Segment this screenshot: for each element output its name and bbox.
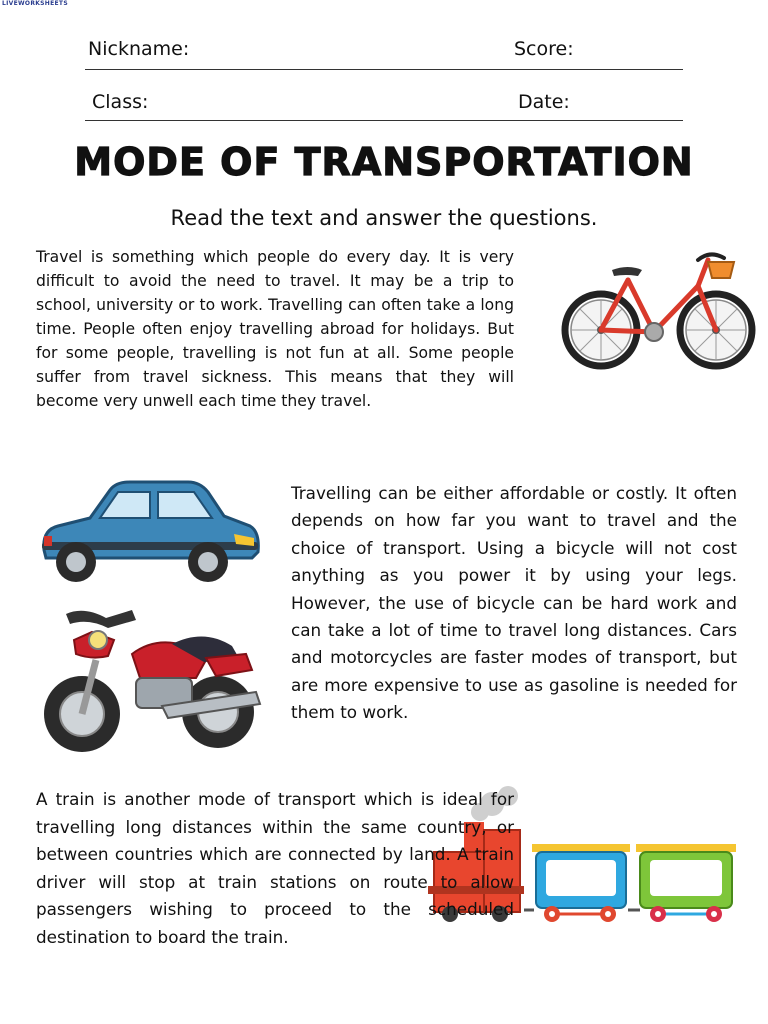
car-wheel-front [188, 542, 228, 582]
page-subtitle: Read the text and answer the questions. [170, 206, 598, 230]
nickname-label: Nickname: [88, 38, 190, 60]
page-title: MODE OF TRANSPORTATION [74, 140, 694, 184]
car-wheel-rear [56, 542, 96, 582]
date-label: Date: [518, 91, 570, 113]
header-line-bottom [85, 120, 683, 121]
motorcycle-headlight [89, 631, 107, 649]
paragraph-travel: Travel is something which people do every day. It is very difficult to avoid the need to travel. It may be a trip to school, university or to work. Travelling can often take a long time. People often enjoy travelling abroad for holidays. But for some people, travelling is not fun at all. Some people suffer from travel sickness. This means that they will become very unwell each time they travel. [36, 248, 514, 410]
header-line-top [85, 69, 683, 70]
car-illustration [38, 478, 262, 586]
motorcycle-illustration [36, 600, 268, 756]
brand-logo: LIVEWORKSHEETS [2, 0, 68, 7]
motorcycle-handlebar [66, 610, 136, 628]
class-label: Class: [92, 91, 149, 113]
score-label: Score: [514, 38, 574, 60]
bicycle-basket [708, 262, 734, 278]
bicycle-seat [612, 267, 642, 276]
paragraph-train: A train is another mode of transport which is ideal for travelling long distances within the same country, or between countries which are connected by land. A train driver will stop at train stations on route to allow passengers wishing to proceed to the scheduled destination to board the train. [36, 789, 514, 947]
bicycle-illustration [558, 246, 758, 370]
paragraph-cost: Travelling can be either affordable or costly. It often depends on how far you want to travel and the choice of transport. Using a bicycle will not cost anything as you power it by using your legs. However, the use of bicycle can be hard work and can take a lot of time to travel long distances. Cars and motorcycles are faster modes of transport, but are more expensive to use as gasoline is needed for them to work. [291, 483, 737, 723]
train-wagon-green [636, 844, 736, 922]
car-taillight [44, 536, 52, 546]
bicycle-handlebar [698, 254, 724, 260]
train-wagon-blue [532, 844, 630, 922]
motorcycle-rear-fender [206, 654, 252, 676]
bicycle-chainring [645, 323, 663, 341]
